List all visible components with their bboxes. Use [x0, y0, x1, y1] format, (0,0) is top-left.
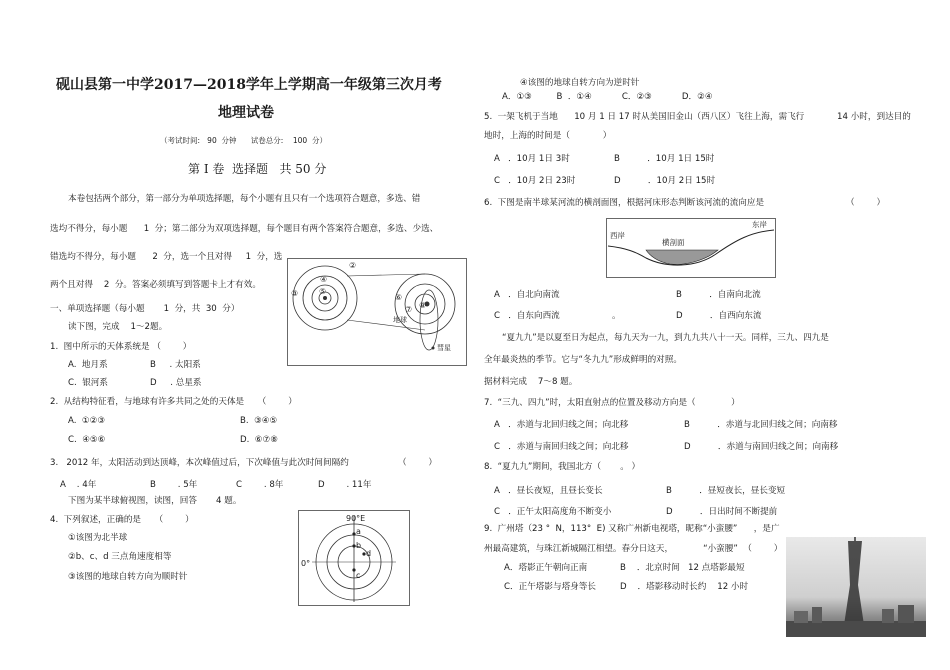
q7-option-b: B ．赤道与北回归线之间；向南移 — [684, 420, 838, 430]
part1-heading: 一、单项选择题（每小题 1 分，共 30 分） — [50, 304, 240, 314]
fig1-label-4: ④ — [320, 275, 328, 284]
read-instruction-1: 读下图，完成 1～2题。 — [68, 322, 168, 332]
intro-line-1: 本卷包括两个部分，第一部分为单项选择题，每个小题有且只有一个选项符合题意，多选、错 — [68, 194, 421, 204]
passage-line-2: 全年最炎热的季节。它与“冬九九”形成鲜明的对照。 — [484, 355, 682, 365]
q2-option-a: A. ①②③ — [68, 416, 106, 426]
question-2: 2. 从结构特征看，与地球有许多共同之处的天体是 （ ） — [50, 397, 297, 407]
fig1-label-8: ⑧ — [419, 301, 427, 310]
fig3-cross-section: 横剖面 — [662, 238, 685, 247]
q5-option-d: D ．10月 2日 15时 — [614, 176, 716, 186]
fig2-label-a: a — [356, 527, 361, 536]
question-9-cont: 州最高建筑，与珠江新城隔江相望。春分日这天， “小蛮腰” （ ） — [484, 544, 783, 554]
fig2-label-0deg: 0° — [301, 559, 311, 568]
question-5: 5. 一架飞机于当地 10 月 1 日 17 时从美国旧金山（西八区）飞往上海，需飞行 14 小时，到达目的 — [484, 112, 911, 122]
q9-option-b: B ．北京时间 12 点塔影最短 — [620, 563, 745, 573]
exam-info: （考试时间: 90 分钟 试卷总分: 100 分） — [160, 136, 327, 145]
q8-option-b: B ．昼短夜长，昼长变短 — [666, 486, 786, 496]
q3-option-a: A . 4年 — [60, 480, 97, 490]
q2-option-c: C. ④⑤⑥ — [68, 435, 106, 445]
exam-title-line-2: 地理试卷 — [218, 105, 274, 121]
q9-option-d: D ．塔影移动时长约 12 小时 — [620, 582, 749, 592]
q5-option-a: A ．10月 1日 3时 — [494, 154, 570, 164]
q9-option-c: C．正午塔影与塔身等长 — [504, 582, 596, 592]
q1-option-c: C. 银河系 — [68, 378, 108, 388]
canton-tower-photo — [786, 537, 926, 637]
fig1-label-7: ⑦ — [405, 305, 413, 314]
fig2-label-90e: 90°E — [346, 514, 366, 523]
question-3: 3. 2012 年，太阳活动到达顶峰，本次峰值过后，下次峰值与此次时间间隔约 （ ） — [50, 458, 438, 468]
fig2-label-b: b — [356, 541, 362, 550]
fig3-east-bank: 东岸 — [752, 220, 767, 229]
fig1-label-3: ③ — [291, 289, 299, 298]
question-1: 1. 图中所示的天体系统是 （ ） — [50, 342, 192, 352]
q4-option-2: ②b、c、d 三点角速度相等 — [68, 552, 172, 562]
fig1-label-2: ② — [349, 261, 357, 270]
exam-title-line-1: 砚山县第一中学2017—2018学年上学期高一年级第三次月考 — [56, 77, 442, 93]
q1-option-a: A. 地月系 — [68, 360, 108, 370]
q6-option-c: C ．自东向西流 — [494, 311, 560, 321]
fig1-label-6: ⑥ — [395, 293, 403, 302]
river-cross-section-diagram — [606, 218, 776, 278]
q4-choices: A．①③ B ．①④ C．②③ D．②④ — [502, 92, 713, 102]
fig1-label-comet: 彗星 — [437, 344, 451, 352]
q8-option-c: C ．正午太阳高度角不断变小 — [494, 507, 612, 517]
q8-option-d: D ．日出时间不断提前 — [666, 507, 778, 517]
fig1-label-5: ⑤ — [319, 287, 327, 296]
solar-system-diagram — [287, 258, 467, 366]
fig2-label-d: d — [366, 549, 372, 558]
q6-option-d: D ．自西向东流 — [676, 311, 762, 321]
section-heading: 第 Ⅰ 卷 选择题 共 50 分 — [188, 162, 327, 176]
q2-option-b: B. ③④⑤ — [240, 416, 278, 426]
q6-option-c-dot: 。 — [612, 311, 621, 321]
fig2-label-c: c — [356, 571, 361, 580]
hemisphere-diagram — [298, 510, 410, 606]
q5-option-c: C ．10月 2日 23时 — [494, 176, 576, 186]
q7-option-d: D ．赤道与南回归线之间；向南移 — [684, 442, 839, 452]
question-8: 8. “夏九九”期间，我国北方（ 。 ） — [484, 462, 641, 472]
q3-option-c: C . 8年 — [236, 480, 284, 490]
passage-line-3: 据材料完成 7～8 题。 — [484, 377, 578, 387]
fig1-label-earth: 地球 — [393, 316, 407, 324]
q7-option-c: C ．赤道与南回归线之间；向北移 — [494, 442, 629, 452]
question-9: 9. 广州塔（23 ° N，113° E) 又称广州新电视塔，昵称“小蛮腰” ，是广 — [484, 524, 780, 534]
question-5-cont: 地时，上海的时间是（ ） — [484, 131, 612, 141]
passage-line-1: “夏九九”是以夏至日为起点，每九天为一九，到九九共八十一天。同样，三九、四九是 — [502, 333, 829, 343]
q7-option-a: A ．赤道与北回归线之间；向北移 — [494, 420, 629, 430]
question-4: 4. 下列叙述，正确的是 （ ） — [50, 515, 194, 525]
q4-option-3: ③该图的地球自转方向为顺时针 — [68, 572, 188, 582]
q4-option-1: ①该图为北半球 — [68, 533, 128, 543]
q2-option-d: D. ⑥⑦⑧ — [240, 435, 278, 445]
q1-option-d: D . 总星系 — [150, 378, 202, 388]
fig3-west-bank: 西岸 — [610, 231, 625, 240]
question-7: 7. “三九、四九”时，太阳直射点的位置及移动方向是（ ） — [484, 398, 740, 408]
intro-line-3: 错选均不得分，每小题 2 分，选一个且对得 1 分，选 — [50, 252, 283, 262]
q8-option-a: A ．昼长夜短，且昼长变长 — [494, 486, 603, 496]
intro-line-2: 选均不得分，每小题 1 分；第二部分为双项选择题，每个题目有两个答案符合题意，多选、少选、 — [50, 224, 439, 234]
q3-option-d: D . 11年 — [318, 480, 372, 490]
q9-option-a: A．塔影正午朝向正南 — [504, 563, 588, 573]
q6-option-b: B ．自南向北流 — [676, 290, 761, 300]
intro-line-4: 两个且对得 2 分。答案必须填写到答题卡上才有效。 — [50, 280, 261, 290]
q1-option-b: B . 太阳系 — [150, 360, 201, 370]
q3-option-b: B . 5年 — [150, 480, 198, 490]
q6-option-a: A ．自北向南流 — [494, 290, 560, 300]
read-instruction-2: 下图为某半球俯视图，读图，回答 4 题。 — [68, 496, 242, 506]
q4-option-4: ④该图的地球自转方向为逆时针 — [520, 78, 640, 88]
q5-option-b: B ．10月 1日 15时 — [614, 154, 715, 164]
question-6: 6. 下图是南半球某河流的横剖面图，根据河床形态判断该河流的流向应是 （ ） — [484, 198, 886, 208]
